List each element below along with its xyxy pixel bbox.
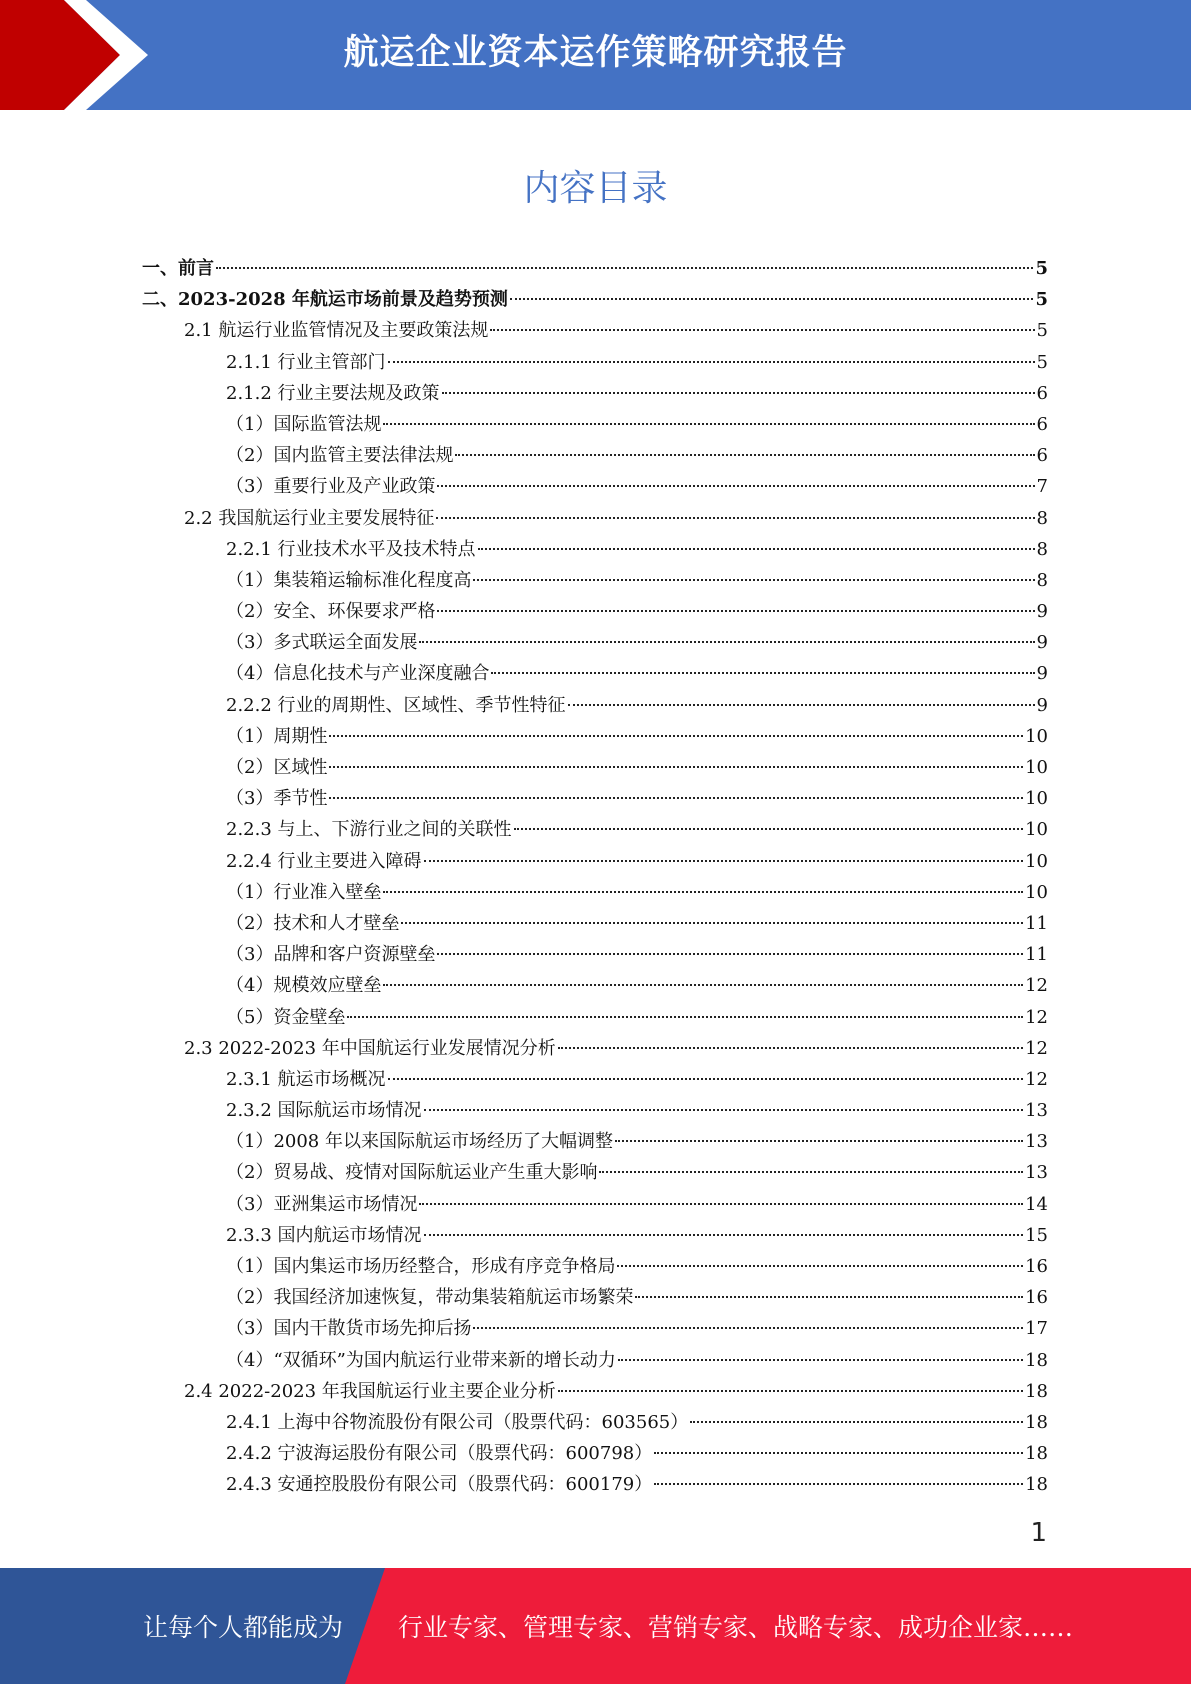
toc-entry[interactable]: [0, 690, 1191, 721]
toc-entry-page: 5: [1036, 320, 1048, 342]
footer-slogan-right: 行业专家、管理专家、营销专家、战略专家、成功企业家……: [398, 1613, 1074, 1642]
toc-dot-leader: [510, 298, 1034, 300]
toc-entry-page: 12: [1025, 1068, 1048, 1090]
toc-dot-leader: [478, 548, 1035, 550]
toc-entry-label: 2.2.1 行业技术水平及技术特点: [226, 538, 476, 560]
toc-entry[interactable]: [0, 658, 1191, 689]
toc-entry-label: （1）周期性: [226, 725, 328, 747]
toc-entry-label: 2.4 2022-2023 年我国航运行业主要企业分析: [184, 1380, 556, 1402]
toc-entry-page: 8: [1036, 507, 1048, 529]
toc-dot-leader: [514, 828, 1024, 830]
toc-entry[interactable]: [0, 939, 1191, 970]
toc-entry[interactable]: [0, 908, 1191, 939]
toc-dot-leader: [690, 1421, 1023, 1423]
toc-entry-label: （5）资金壁垒: [226, 1006, 346, 1028]
toc-entry[interactable]: [0, 1438, 1191, 1469]
toc-entry-page: 5: [1035, 289, 1048, 311]
toc-dot-leader: [437, 610, 1034, 612]
toc-entry-label: 2.3.3 国内航运市场情况: [226, 1224, 422, 1246]
toc-entry[interactable]: [0, 814, 1191, 845]
toc-dot-leader: [329, 766, 1023, 768]
toc-entry-label: （4）信息化技术与产业深度融合: [226, 663, 490, 685]
toc-entry[interactable]: [0, 1126, 1191, 1157]
toc-entry-label: （1）2008 年以来国际航运市场经历了大幅调整: [226, 1131, 613, 1153]
toc-entry-page: 9: [1036, 694, 1048, 716]
toc-entry-label: 2.2.3 与上、下游行业之间的关联性: [226, 819, 512, 841]
toc-entry-label: 2.4.2 宁波海运股份有限公司（股票代码：600798）: [226, 1443, 653, 1465]
toc-entry-page: 14: [1025, 1193, 1048, 1215]
toc-dot-leader: [424, 1109, 1024, 1111]
toc-entry-label: （3）品牌和客户资源壁垒: [226, 944, 436, 966]
toc-dot-leader: [388, 361, 1035, 363]
toc-entry-label: （2）贸易战、疫情对国际航运业产生重大影响: [226, 1162, 598, 1184]
toc-entry-page: 7: [1036, 476, 1048, 498]
toc-dot-leader: [329, 797, 1023, 799]
toc-entry-page: 16: [1025, 1256, 1048, 1277]
toc-heading: 内容目录: [523, 168, 668, 209]
toc-entry[interactable]: [0, 596, 1191, 627]
toc-entry-page: 6: [1036, 382, 1048, 404]
toc-entry[interactable]: [0, 534, 1191, 565]
toc-entry-page: 9: [1036, 663, 1048, 685]
toc-dot-leader: [437, 953, 1023, 955]
toc-entry-label: 二、2023-2028 年航运市场前景及趋势预测: [142, 289, 508, 311]
toc-entry-label: （3）亚洲集运市场情况: [226, 1193, 418, 1215]
toc-entry-label: （2）安全、环保要求严格: [226, 601, 436, 623]
toc-entry-page: 13: [1025, 1100, 1048, 1122]
toc-entry-page: 9: [1036, 632, 1048, 654]
toc-entry-label: 2.3.1 航运市场概况: [226, 1068, 386, 1090]
toc-entry-page: 10: [1025, 788, 1048, 810]
toc-dot-leader: [490, 329, 1034, 331]
toc-entry[interactable]: [0, 627, 1191, 658]
toc-entry-label: 2.4.3 安通控股股份有限公司（股票代码：600179）: [226, 1474, 653, 1496]
toc-entry-label: （2）区域性: [226, 757, 328, 778]
page-number: 1: [1030, 1518, 1047, 1548]
toc-entry-page: 18: [1025, 1474, 1048, 1496]
toc-entry-label: （1）国内集运市场历经整合，形成有序竞争格局: [226, 1256, 616, 1277]
toc-dot-leader: [329, 735, 1023, 737]
toc-entry-label: （1）集装箱运输标准化程度高: [226, 569, 472, 591]
toc-entry-label: 2.1 航运行业监管情况及主要政策法规: [184, 320, 489, 342]
toc-entry[interactable]: [0, 1064, 1191, 1095]
toc-dot-leader: [383, 423, 1034, 425]
toc-entry-label: 2.3 2022-2023 年中国航运行业发展情况分析: [184, 1037, 556, 1059]
toc-entry[interactable]: [0, 1033, 1191, 1064]
toc-dot-leader: [424, 860, 1024, 862]
toc-dot-leader: [654, 1452, 1023, 1454]
toc-dot-leader: [617, 1265, 1023, 1267]
toc-entry[interactable]: [0, 1251, 1191, 1282]
toc-entry-page: 12: [1025, 1006, 1048, 1028]
toc-entry-page: 11: [1025, 944, 1048, 966]
table-of-contents: [0, 253, 1191, 1501]
toc-entry-page: 6: [1036, 445, 1048, 467]
toc-dot-leader: [473, 579, 1034, 581]
toc-entry[interactable]: [0, 471, 1191, 502]
toc-entry-page: 16: [1025, 1287, 1048, 1309]
toc-entry-page: 8: [1036, 569, 1048, 591]
toc-entry-page: 11: [1025, 912, 1048, 934]
toc-dot-leader: [491, 672, 1034, 674]
toc-entry-label: （4）“双循环”为国内航运行业带来新的增长动力: [226, 1349, 616, 1371]
toc-dot-leader: [473, 1327, 1023, 1329]
toc-dot-leader: [455, 454, 1034, 456]
toc-entry-page: 13: [1025, 1162, 1048, 1184]
toc-entry-label: （1）国际监管法规: [226, 413, 382, 435]
toc-entry[interactable]: [0, 409, 1191, 440]
toc-entry-page: 18: [1025, 1411, 1048, 1433]
toc-entry-page: 12: [1025, 1037, 1048, 1059]
toc-dot-leader: [654, 1483, 1023, 1485]
toc-entry-label: （4）规模效应壁垒: [226, 975, 382, 997]
toc-entry[interactable]: [0, 284, 1191, 315]
toc-entry[interactable]: [0, 1345, 1191, 1376]
toc-entry-label: （2）国内监管主要法律法规: [226, 445, 454, 467]
toc-entry[interactable]: [0, 253, 1191, 284]
toc-entry[interactable]: [0, 315, 1191, 346]
report-header-banner: [0, 0, 1191, 110]
toc-entry-page: 10: [1025, 819, 1048, 841]
toc-dot-leader: [568, 704, 1035, 706]
toc-dot-leader: [442, 392, 1035, 394]
toc-dot-leader: [618, 1359, 1023, 1361]
toc-entry[interactable]: [0, 503, 1191, 534]
toc-entry-label: （2）我国经济加速恢复，带动集装箱航运市场繁荣: [226, 1287, 634, 1309]
toc-entry[interactable]: [0, 347, 1191, 378]
toc-entry-label: 一、前言: [142, 258, 214, 279]
toc-entry-label: 2.2.4 行业主要进入障碍: [226, 850, 422, 872]
toc-dot-leader: [558, 1047, 1023, 1049]
toc-entry-page: 12: [1025, 975, 1048, 997]
toc-entry-page: 8: [1036, 538, 1048, 560]
toc-entry-label: （3）季节性: [226, 788, 328, 810]
report-title: 航运企业资本运作策略研究报告: [343, 33, 848, 73]
toc-entry-page: 10: [1025, 725, 1048, 747]
toc-dot-leader: [419, 1203, 1023, 1205]
toc-dot-leader: [599, 1171, 1023, 1173]
toc-entry-label: （2）技术和人才壁垒: [226, 912, 400, 934]
toc-entry-label: （3）重要行业及产业政策: [226, 476, 436, 498]
toc-entry-page: 9: [1036, 601, 1048, 623]
toc-entry-label: 2.1.2 行业主要法规及政策: [226, 382, 440, 404]
toc-dot-leader: [383, 891, 1023, 893]
toc-dot-leader: [635, 1296, 1023, 1298]
toc-entry[interactable]: [0, 721, 1191, 752]
toc-entry[interactable]: [0, 378, 1191, 409]
toc-entry[interactable]: [0, 1407, 1191, 1438]
toc-entry-label: 2.2.2 行业的周期性、区域性、季节性特征: [226, 694, 566, 716]
toc-dot-leader: [437, 485, 1034, 487]
toc-dot-leader: [216, 267, 1033, 269]
toc-entry-page: 5: [1035, 258, 1048, 279]
toc-entry-label: （3）多式联运全面发展: [226, 632, 418, 654]
toc-entry-page: 10: [1025, 881, 1048, 903]
toc-entry[interactable]: [0, 783, 1191, 814]
toc-entry-label: （3）国内干散货市场先抑后扬: [226, 1318, 472, 1340]
toc-dot-leader: [419, 641, 1034, 643]
toc-dot-leader: [436, 517, 1034, 519]
toc-entry[interactable]: [0, 752, 1191, 783]
toc-entry[interactable]: [0, 1157, 1191, 1188]
toc-entry[interactable]: [0, 1313, 1191, 1344]
toc-dot-leader: [347, 1016, 1023, 1018]
toc-entry[interactable]: [0, 1189, 1191, 1220]
toc-dot-leader: [388, 1078, 1024, 1080]
toc-entry-page: 10: [1025, 757, 1048, 778]
footer-banner: [0, 1568, 1191, 1684]
toc-entry[interactable]: [0, 877, 1191, 908]
toc-entry-page: 5: [1036, 351, 1048, 373]
toc-entry[interactable]: [0, 846, 1191, 877]
footer-slogan-left: 让每个人都能成为: [143, 1613, 344, 1642]
toc-entry[interactable]: [0, 1220, 1191, 1251]
toc-entry-page: 6: [1036, 413, 1048, 435]
toc-entry-page: 18: [1025, 1443, 1048, 1465]
toc-entry[interactable]: [0, 970, 1191, 1001]
toc-entry[interactable]: [0, 440, 1191, 471]
toc-entry[interactable]: [0, 1002, 1191, 1033]
toc-entry[interactable]: [0, 565, 1191, 596]
toc-dot-leader: [383, 984, 1023, 986]
toc-entry[interactable]: [0, 1469, 1191, 1500]
toc-entry-page: 18: [1025, 1349, 1048, 1371]
toc-entry-label: 2.3.2 国际航运市场情况: [226, 1100, 422, 1122]
toc-entry-label: 2.1.1 行业主管部门: [226, 351, 386, 373]
toc-dot-leader: [401, 922, 1023, 924]
toc-entry-page: 10: [1025, 850, 1048, 872]
toc-entry-page: 15: [1025, 1224, 1048, 1246]
toc-dot-leader: [424, 1234, 1024, 1236]
toc-entry-page: 13: [1025, 1131, 1048, 1153]
toc-entry-label: 2.4.1 上海中谷物流股份有限公司（股票代码：603565）: [226, 1411, 689, 1433]
toc-dot-leader: [615, 1140, 1023, 1142]
toc-entry[interactable]: [0, 1282, 1191, 1313]
toc-entry-label: 2.2 我国航运行业主要发展特征: [184, 507, 435, 529]
toc-entry[interactable]: [0, 1376, 1191, 1407]
toc-dot-leader: [558, 1390, 1023, 1392]
toc-entry[interactable]: [0, 1095, 1191, 1126]
toc-entry-page: 17: [1025, 1318, 1048, 1340]
toc-entry-page: 18: [1025, 1380, 1048, 1402]
toc-entry-label: （1）行业准入壁垒: [226, 881, 382, 903]
